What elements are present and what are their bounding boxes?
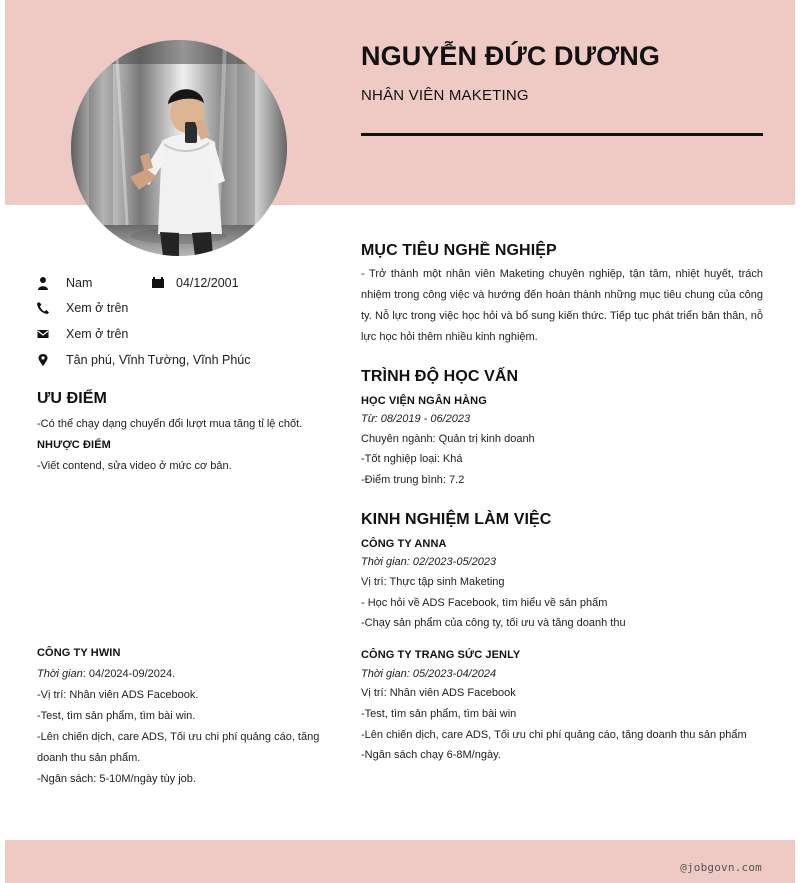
mail-icon (36, 327, 50, 341)
hwin-budget: -Ngân sách: 5-10M/ngày tùy job. (37, 773, 196, 785)
experience-heading: KINH NGHIỆM LÀM VIỆC (361, 511, 552, 528)
email-row (36, 324, 326, 344)
anna-period: Thời gian: 02/2023-05/2023 (361, 556, 497, 568)
phone-icon (36, 301, 50, 315)
candidate-name: NGUYỄN ĐỨC DƯƠNG (361, 41, 660, 71)
jenly-company-name: CÔNG TY TRANG SỨC JENLY (361, 649, 521, 661)
weaknesses-heading: NHƯỢC ĐIỂM (37, 439, 111, 451)
strengths-heading: ƯU ĐIỂM (37, 390, 107, 407)
location-pin-icon (36, 353, 50, 367)
hwin-period-value: : 04/2024-09/2024. (82, 668, 176, 680)
education-period: Từ: 08/2019 - 06/2023 (361, 413, 471, 425)
calendar-icon (151, 276, 165, 290)
job-title: NHÂN VIÊN MAKETING (361, 87, 529, 104)
header-divider (361, 133, 763, 136)
jenly-position: Vị trí: Nhân viên ADS Facebook (361, 687, 516, 699)
education-heading: TRÌNH ĐỘ HỌC VẤN (361, 368, 519, 385)
hwin-details (37, 664, 327, 790)
footer-band (5, 840, 795, 883)
person-icon (36, 276, 50, 290)
gender-value: Nam (66, 276, 93, 290)
strengths-text: -Có thể chạy dạng chuyển đổi lượt mua tăng tỉ lệ chốt. (37, 418, 303, 430)
jenly-budget: -Ngân sách chạy 6-8M/ngày. (361, 749, 501, 761)
jenly-duty-2: -Lên chiến dịch, care ADS, Tối ưu chi phí quảng cáo, tăng doanh thu sản phẩm (361, 729, 747, 741)
school-name: HỌC VIỆN NGÂN HÀNG (361, 395, 487, 407)
weaknesses-text: -Viết contend, sửa video ở mức cơ bản. (37, 460, 232, 472)
career-objective-heading: MỤC TIÊU NGHỀ NGHIỆP (361, 242, 557, 259)
anna-duty-1: - Học hỏi về ADS Facebook, tìm hiểu về sản phẩm (361, 597, 608, 609)
anna-position: Vị trí: Thực tập sinh Maketing (361, 576, 505, 588)
jenly-period: Thời gian: 05/2023-04/2024 (361, 668, 497, 680)
jenly-duty-1: -Test, tìm sản phẩm, tìm bài win (361, 708, 517, 720)
address-row (36, 350, 326, 370)
hwin-duty-1: -Test, tìm sản phẩm, tìm bài win. (37, 710, 196, 722)
phone-value: Xem ở trên (66, 301, 129, 315)
footer-watermark: @jobgovn.com (680, 861, 762, 874)
phone-row (36, 298, 326, 318)
gender-birthdate-row (36, 273, 326, 293)
hwin-period-label: Thời gian (37, 668, 83, 680)
profile-photo (71, 40, 287, 256)
career-objective-text: - Trở thành một nhân viên Maketing chuyên nghiệp, tận tâm, nhiệt huyết, trách nhiệm trong công việc và hướng đến hoàn thành những mục tiêu chung của công ty. Nỗ lực trong việc học hỏi và bổ sung kiến thức. Tiếp tục phát triển bản thân, nỗ lực học hỏi thêm nhiều kinh nghiệm. (361, 268, 763, 343)
anna-company-name: CÔNG TY ANNA (361, 538, 447, 550)
hwin-duty-2: -Lên chiến dịch, care ADS, Tối ưu chi phí quảng cáo, tăng doanh thu sản phẩm. (37, 731, 320, 764)
email-value: Xem ở trên (66, 327, 129, 341)
anna-duty-2: -Chạy sản phẩm của công ty, tối ưu và tăng doanh thu (361, 617, 626, 629)
address-value: Tân phú, Vĩnh Tường, Vĩnh Phúc (66, 353, 251, 367)
education-degree: -Tốt nghiệp loại: Khá (361, 453, 463, 465)
birthdate-value: 04/12/2001 (176, 276, 239, 290)
hwin-company-name: CÔNG TY HWIN (37, 647, 121, 659)
hwin-position: -Vị trí: Nhân viên ADS Facebook. (37, 689, 199, 701)
hwin-period (37, 664, 327, 685)
education-gpa: -Điểm trung bình: 7.2 (361, 474, 465, 486)
education-major: Chuyên ngành: Quản trị kinh doanh (361, 433, 535, 445)
